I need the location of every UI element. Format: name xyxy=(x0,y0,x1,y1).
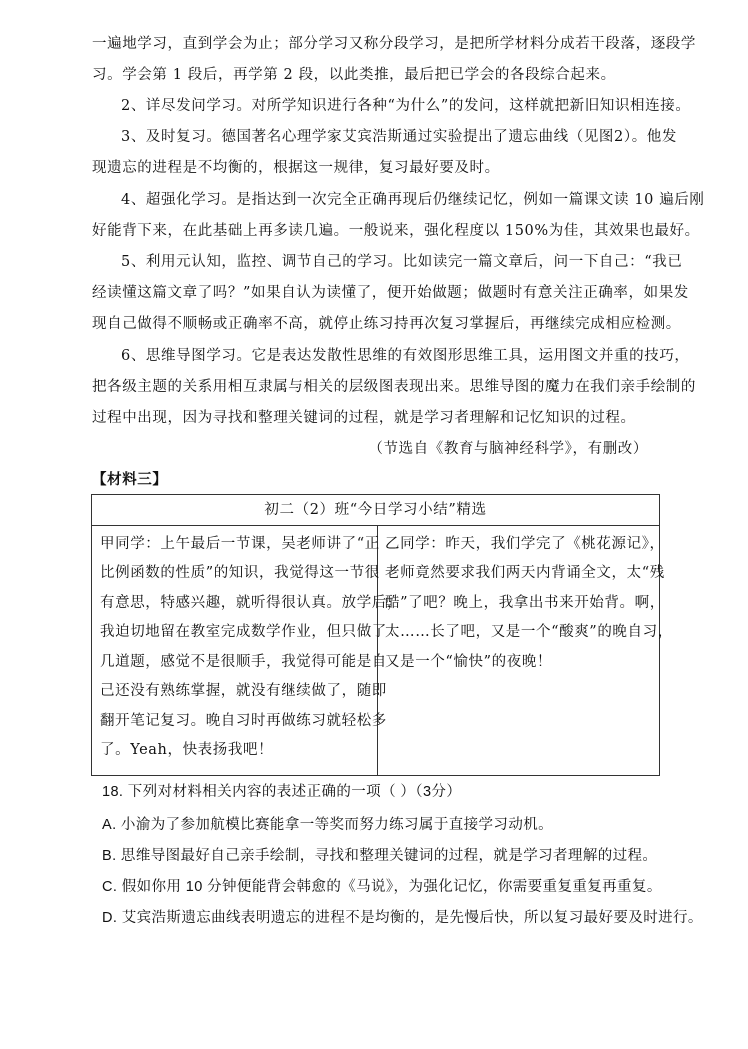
paragraph-line: 现自己做得不顺畅或正确率不高，就停止练习持再次复习掌握后，再继续完成相应检测。 xyxy=(92,316,681,332)
table-cell-line: 比例函数的性质”的知识，我觉得这一节很 xyxy=(100,565,380,581)
paragraph-line: 好能背下来，在此基础上再多读几遍。一般说来，强化程度以 150%为佳，其效果也最好。 xyxy=(92,223,700,239)
table-cell-line: 老师竟然要求我们两天内背诵全文，太“残 xyxy=(385,565,665,581)
table-cell-line: 有意思，特感兴趣，就听得很认真。放学后， xyxy=(100,595,402,611)
paragraph-line: 6、思维导图学习。它是表达发散性思维的有效图形思维工具，运用图文并重的技巧， xyxy=(121,348,690,364)
section-heading: 【材料三】 xyxy=(92,471,168,488)
summary-table xyxy=(91,494,673,776)
table-cell-line: 甲同学：上午最后一节课，吴老师讲了“正 xyxy=(100,536,380,552)
source-citation: （节选自《教育与脑神经科学》，有删改） xyxy=(368,441,648,457)
option-a: A. 小渝为了参加航模比赛能拿一等奖而努力练习属于直接学习动机。 xyxy=(102,817,554,833)
table-cell-line: 几道题，感觉不是很顺手，我觉得可能是自 xyxy=(100,654,387,670)
paragraph-line: 2、详尽发问学习。对所学知识进行各种“为什么”的发问，这样就把新旧知识相连接。 xyxy=(121,98,691,114)
paragraph-line: 习。学会第 1 段后，再学第 2 段，以此类推，最后把已学会的各段综合起来。 xyxy=(92,67,616,83)
question-stem: 18. 下列对材料相关内容的表述正确的一项（ ）（3分） xyxy=(102,784,462,800)
table-cell-line: 酷”了吧？晚上，我拿出书来开始背。啊， xyxy=(385,595,665,611)
paragraph-line: 把各级主题的关系用相互隶属与相关的层级图表现出来。思维导图的魔力在我们亲手绘制的 xyxy=(92,379,696,395)
paragraph-line: 5、利用元认知，监控、调节自己的学习。比如读完一篇文章后，问一下自己：“我已 xyxy=(121,254,683,270)
option-d: D. 艾宾浩斯遗忘曲线表明遗忘的进程不是均衡的，是先慢后快，所以复习最好要及时进行。 xyxy=(102,910,703,926)
table-cell-line: 了。Yeah，快表扬我吧！ xyxy=(100,742,274,758)
paragraph-line: 过程中出现，因为寻找和整理关键词的过程，就是学习者理解和记忆知识的过程。 xyxy=(92,410,636,426)
table-cell-line: 又是一个“愉快”的夜晚！ xyxy=(385,654,553,670)
paragraph-line: 经读懂这篇文章了吗？”如果自认为读懂了，便开始做题；做题时有意关注正确率，如果发 xyxy=(92,285,689,301)
table-cell-line: 我迫切地留在教室完成数学作业，但只做了 xyxy=(100,624,387,640)
paragraph-line: 3、及时复习。德国著名心理学家艾宾浩斯通过实验提出了遗忘曲线（见图2）。他发 xyxy=(121,129,677,145)
table-cell-line: 太……长了吧，又是一个“酸爽”的晚自习， xyxy=(385,624,673,640)
table-title: 初二（2）班“今日学习小结”精选 xyxy=(92,495,659,526)
table-cell-line: 乙同学：昨天，我们学完了《桃花源记》， xyxy=(385,536,665,552)
table-cell-line: 己还没有熟练掌握，就没有继续做了，随即 xyxy=(100,683,387,699)
paragraph-line: 4、超强化学习。是指达到一次完全正确再现后仍继续记忆，例如一篇课文读 10 遍后刚 xyxy=(121,192,705,208)
paragraph-line: 一遍地学习，直到学会为止；部分学习又称分段学习，是把所学材料分成若干段落，逐段学 xyxy=(92,36,696,52)
table-cell-line: 翻开笔记复习。晚自习时再做练习就轻松多 xyxy=(100,713,387,729)
paragraph-line: 现遗忘的进程是不均衡的，根据这一规律，复习最好要及时。 xyxy=(92,160,500,176)
option-b: B. 思维导图最好自己亲手绘制，寻找和整理关键词的过程，就是学习者理解的过程。 xyxy=(102,848,658,864)
option-c: C. 假如你用 10 分钟便能背会韩愈的《马说》，为强化记忆，你需要重复重复再重复。 xyxy=(102,879,662,895)
